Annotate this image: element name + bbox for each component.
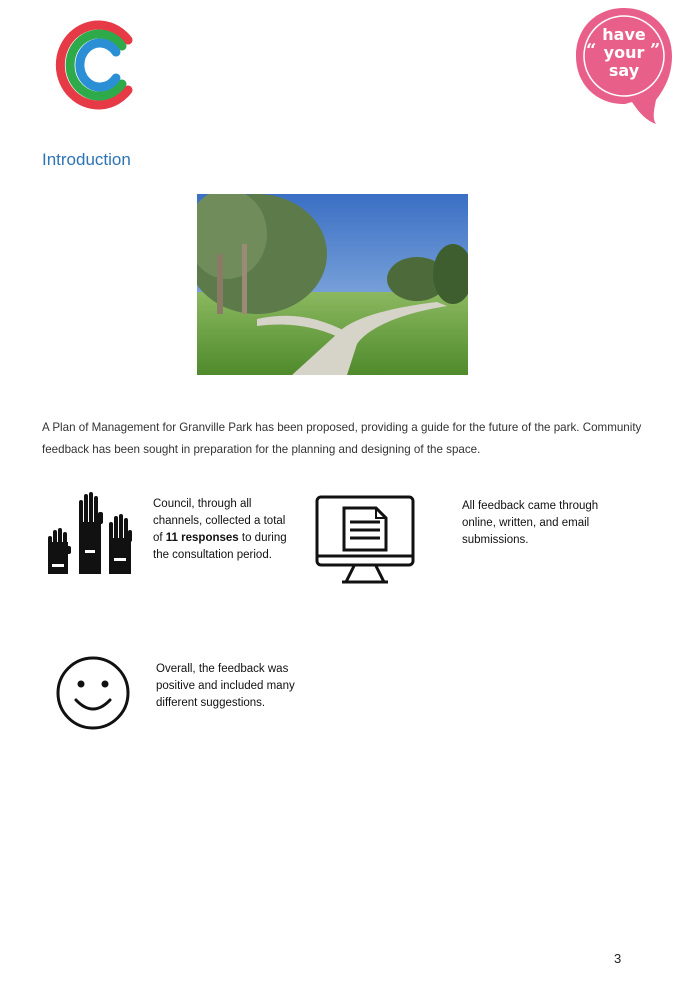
section-heading: Introduction [42,150,131,169]
page-number: 3 [614,951,622,966]
badge-word-have: have [602,25,646,44]
stat-submissions-text: All feedback came through online, written, and email submissions. [462,500,599,546]
council-logo [46,12,142,118]
have-your-say-badge [572,4,676,128]
park-pathway-photo [197,194,468,375]
monitor-document-icon [314,494,416,586]
responses-count: 11 responses [165,532,239,544]
raised-hands-icon [45,492,133,578]
intro-paragraph: A Plan of Management for Granville Park has been proposed, providing a guide for the future of the park. Community feedback has been sought in preparation for the planning and designing of the space. [42,421,642,456]
close-quote-icon: ” [650,40,661,61]
open-quote-icon: “ [586,40,597,61]
badge-word-say: say [608,61,640,80]
badge-word-your: your [603,43,645,62]
smiley-face-icon [54,654,132,732]
stat-responses-text: Council, through all channels, collected a total of 11 responses to during the consultation period. [153,498,287,561]
stat-feedback-positive-text: Overall, the feedback was positive and included many different suggestions. [156,663,295,709]
